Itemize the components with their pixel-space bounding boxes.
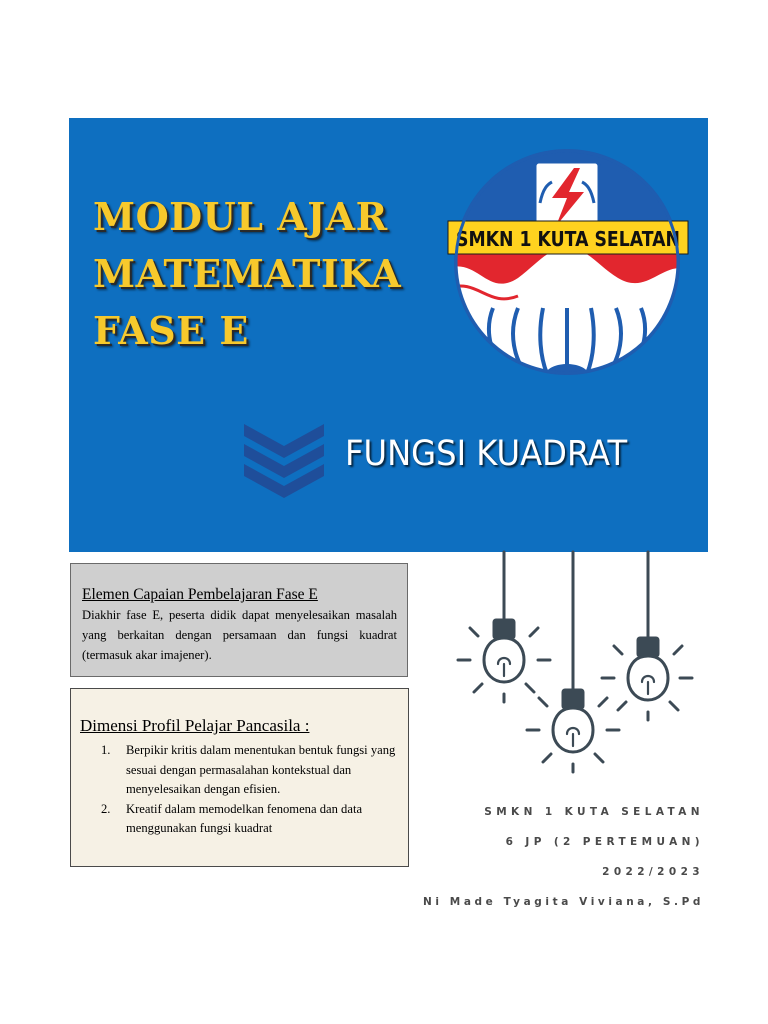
elemen-capaian-box: [70, 563, 408, 677]
dimensi-heading: Dimensi Profil Pelajar Pancasila :: [80, 716, 310, 735]
duration: 6 JP (2 PERTEMUAN): [505, 836, 704, 848]
dimensi-list: [71, 741, 401, 839]
school-logo: [448, 148, 688, 378]
logo-text: SMKN 1 KUTA SELATAN: [456, 227, 680, 251]
title-line-2: MATEMATIKA: [93, 251, 402, 296]
lightbulb-icons: [460, 552, 700, 782]
author: Ni Made Tyagita Viviana, S.Pd: [422, 896, 704, 908]
lightbulb-icon: [458, 620, 550, 702]
list-text: Kreatif dalam memodelkan fenomena dan data menggunakan fungsi kuadrat: [126, 801, 363, 835]
list-item: [71, 741, 401, 800]
list-number: 1.: [101, 743, 111, 757]
title-line-1: MODUL AJAR: [93, 194, 388, 239]
list-item: [71, 800, 401, 839]
school-year: 2022/2023: [602, 866, 704, 878]
dimensi-profil-box: [70, 688, 409, 867]
lightbulb-icon: [527, 690, 619, 772]
elemen-text: Diakhir fase E, peserta didik dapat menyelesaikan masalah yang berkaitan dengan persamaan dan fungsi kuadrat (termasuk akar imajener).: [82, 608, 397, 662]
list-text: Berpikir kritis dalam menentukan bentuk fungsi yang sesuai dengan permasalahan kontekstual dan menyelesaikan dengan efisien.: [126, 743, 396, 796]
cover-banner: [69, 118, 708, 552]
list-number: 2.: [101, 801, 111, 816]
chevron-down-icon: [244, 424, 324, 500]
subtitle: FUNGSI KUADRAT: [345, 434, 628, 474]
title-line-3: FASE E: [93, 308, 249, 353]
school-name: SMKN 1 KUTA SELATAN: [484, 806, 704, 818]
lightbulb-icon: [602, 638, 692, 720]
elemen-heading: Elemen Capaian Pembelajaran Fase E: [82, 586, 318, 603]
